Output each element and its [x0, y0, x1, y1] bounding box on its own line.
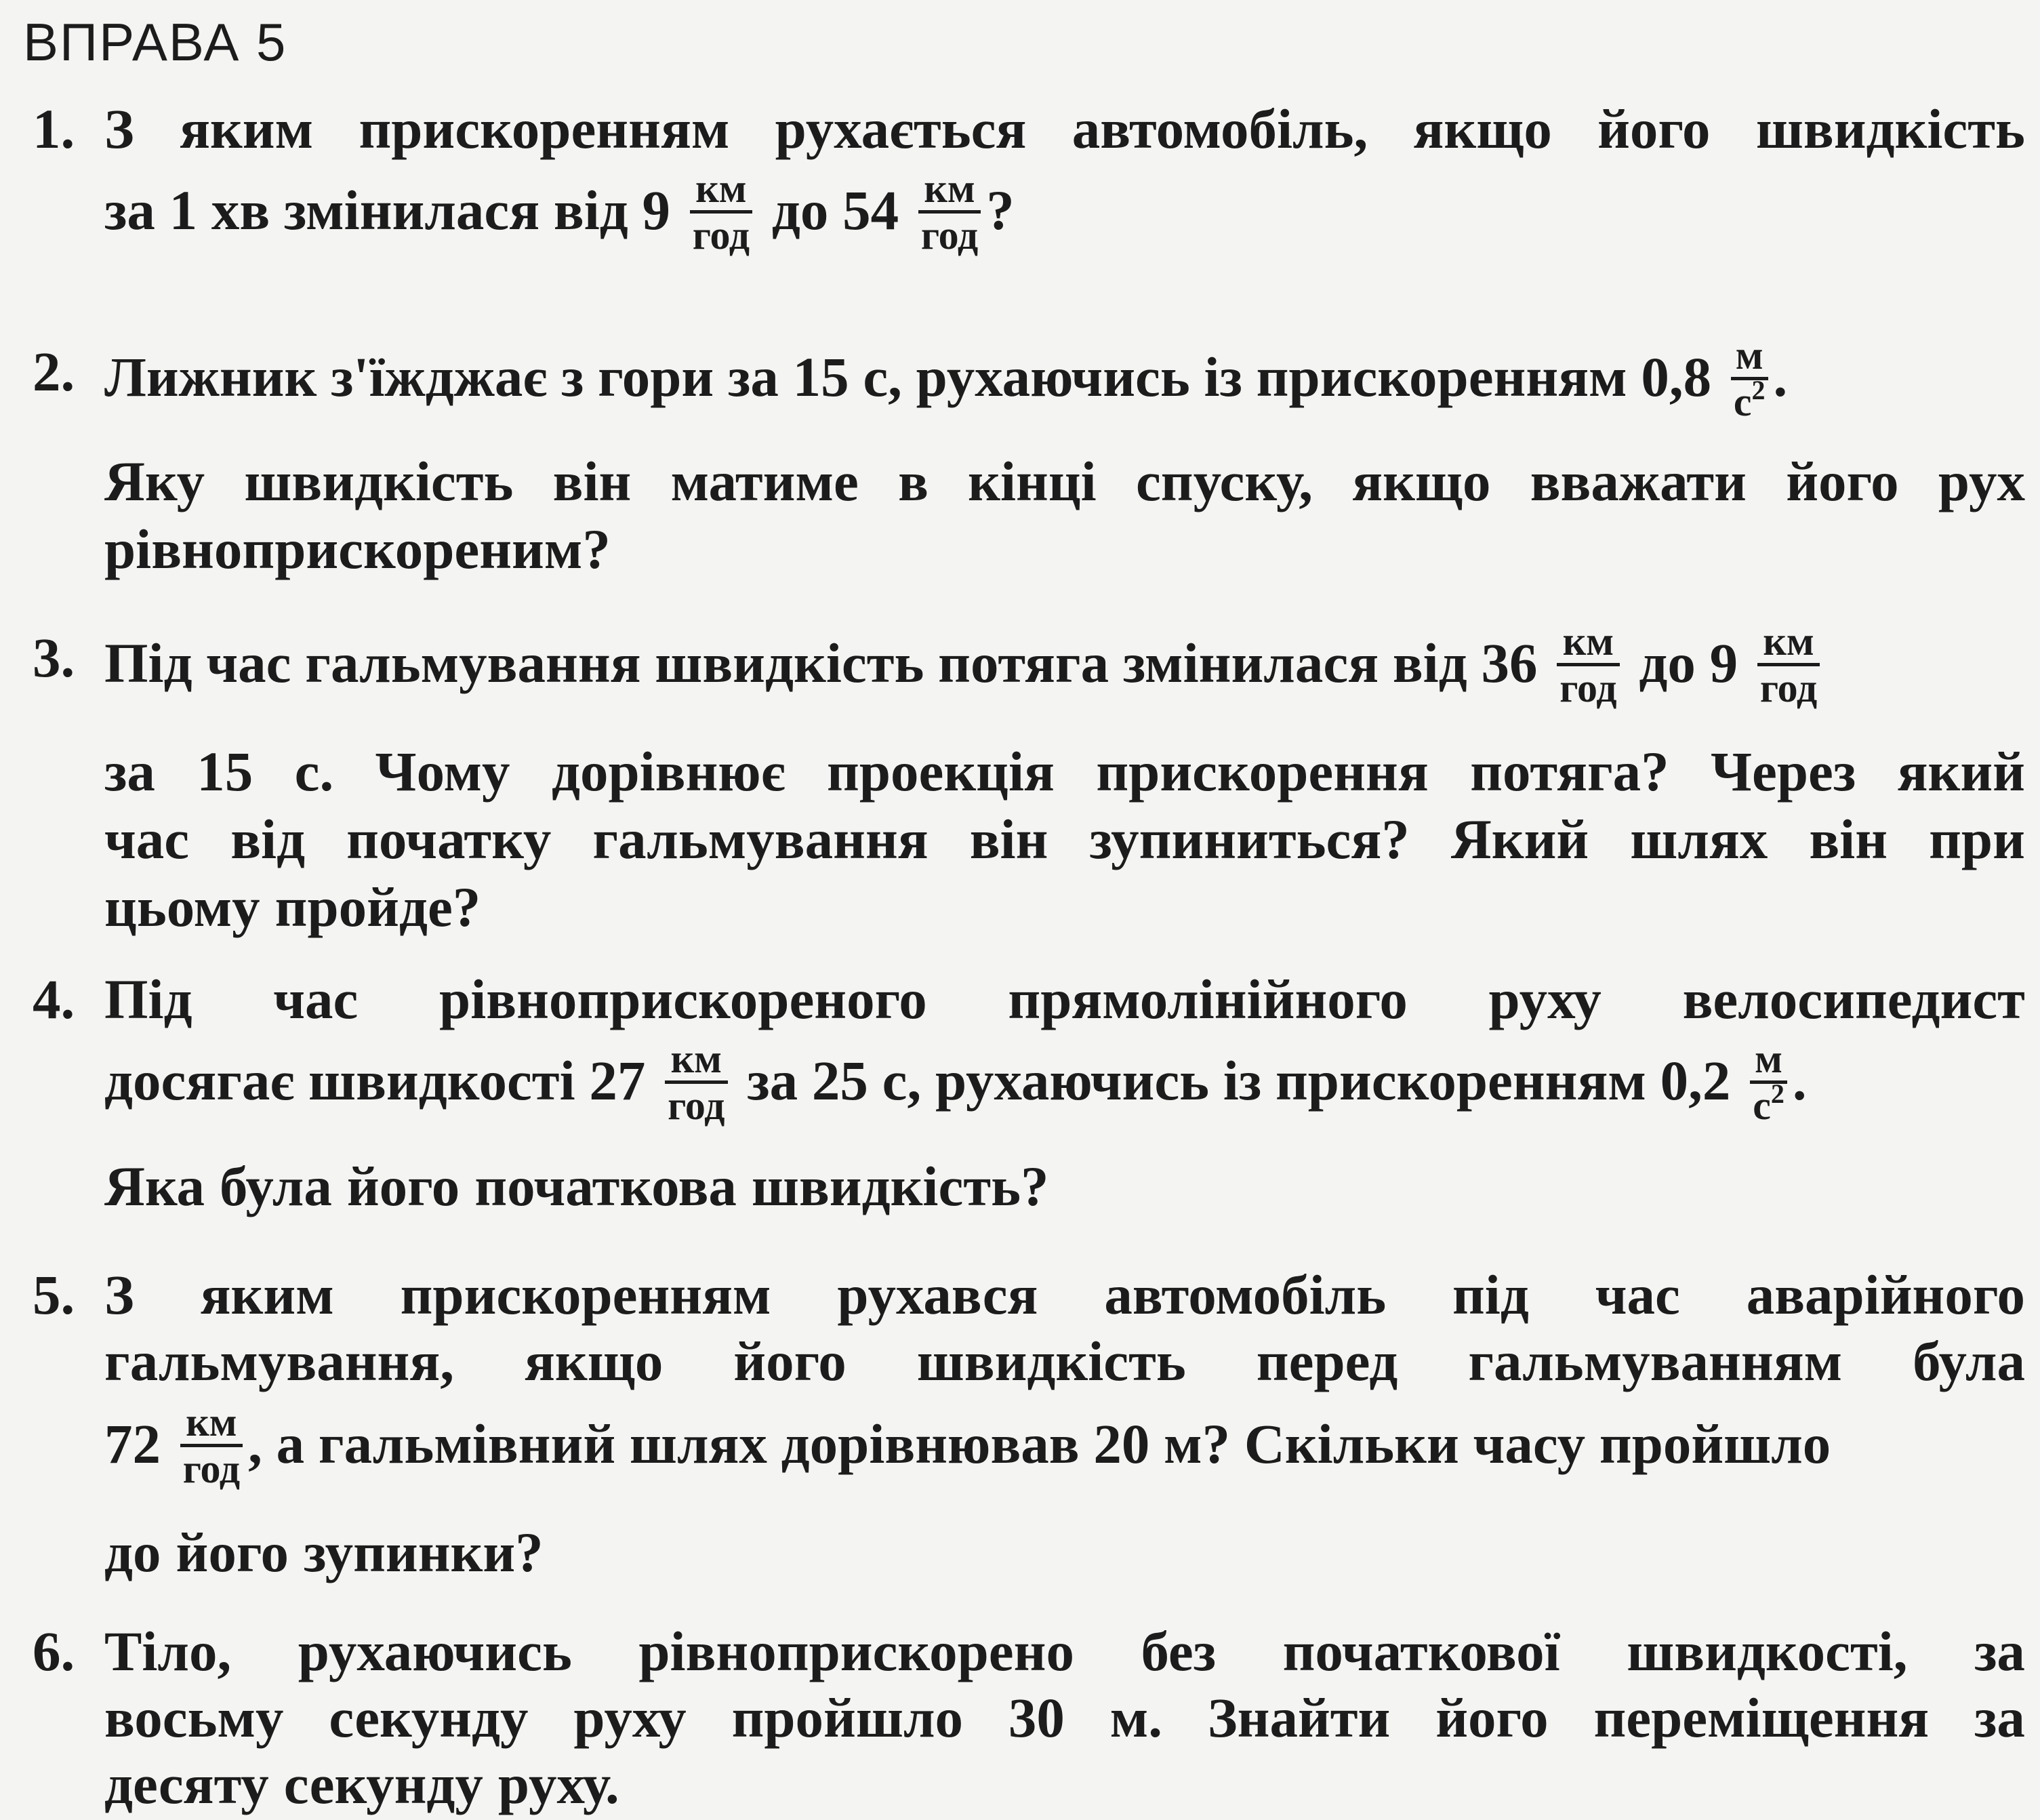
unit-fraction — [1757, 620, 1820, 710]
word: 30 — [1008, 1686, 1065, 1749]
word: автомобіль — [1104, 1263, 1387, 1326]
word: рухаючись — [298, 1620, 572, 1682]
word: початку — [346, 808, 552, 870]
word: прискоренням — [359, 98, 730, 160]
word: рухався — [837, 1263, 1038, 1326]
unit-second: с — [1733, 380, 1752, 424]
text-run: ? — [986, 178, 1015, 241]
fraction-denominator: год — [182, 1447, 241, 1491]
word: час — [104, 808, 190, 870]
word: час — [273, 968, 359, 1030]
exercise-line — [104, 515, 2025, 583]
word: переміщення — [1593, 1686, 1930, 1749]
unit-fraction — [665, 1037, 727, 1127]
exercise-number: 6. — [33, 1620, 75, 1682]
text-run: досягає швидкості 27 — [104, 1049, 646, 1112]
fraction-numerator: км — [690, 167, 752, 214]
word: була — [220, 1155, 332, 1217]
word: його — [1435, 1686, 1549, 1749]
word: він — [1809, 808, 1888, 870]
word: рівноприскореного — [439, 968, 927, 1030]
word: восьму — [104, 1686, 284, 1749]
unit-fraction — [1750, 1037, 1787, 1127]
word: яким — [200, 1263, 334, 1326]
word: швидкість? — [751, 1155, 1049, 1217]
fraction-denominator: год — [1559, 666, 1617, 710]
text-run: до 9 — [1639, 631, 1738, 694]
fraction-numerator: км — [180, 1400, 243, 1447]
fraction-denominator: год — [1759, 666, 1818, 710]
word: пройшло — [731, 1686, 964, 1749]
fraction-denominator — [1731, 375, 1768, 424]
word: дорівнює — [551, 740, 786, 803]
text-run: до 54 — [771, 178, 899, 241]
exercise-line — [104, 1036, 2025, 1128]
unit-fraction — [690, 167, 752, 257]
word: потяга? — [1470, 740, 1669, 803]
exercise-number: 5. — [33, 1263, 75, 1326]
text-run: Лижник з'їжджає з гори за 15 с, рухаючись із прискоренням 0,8 — [104, 345, 1712, 408]
word: якщо — [525, 1330, 664, 1392]
text-run: за 25 с, рухаючись із прискоренням 0,2 — [747, 1049, 1731, 1112]
word: гальмування — [592, 808, 929, 870]
word: за — [1974, 1620, 2025, 1682]
word: без — [1141, 1620, 1217, 1682]
exercise-number: 2. — [33, 340, 75, 403]
word: десяту — [104, 1753, 269, 1815]
word: прямолінійного — [1008, 968, 1408, 1030]
word: Який — [1450, 808, 1589, 870]
word: Знайти — [1207, 1686, 1391, 1749]
word: руху — [573, 1686, 687, 1749]
exercise-line — [104, 95, 2025, 163]
word: швидкість — [1755, 98, 2025, 160]
word: 15 — [197, 740, 253, 803]
word: руху. — [497, 1753, 619, 1815]
word: швидкість — [244, 450, 514, 512]
fraction-denominator — [1750, 1078, 1787, 1128]
word: його — [1786, 450, 1899, 512]
word: шлях — [1630, 808, 1768, 870]
word: Через — [1711, 740, 1856, 803]
unit-fraction — [1557, 620, 1619, 710]
page-heading: ВПРАВА 5 — [23, 12, 287, 72]
word: його — [1597, 98, 1711, 160]
word: Чому — [375, 740, 510, 803]
word: Яку — [104, 450, 205, 512]
word: секунду — [329, 1686, 529, 1749]
word: зупинки? — [303, 1521, 544, 1583]
word: велосипедист — [1682, 968, 2025, 1030]
word: за — [104, 740, 155, 803]
text-run: , а гальмівний шлях дорівнював 20 м? Скільки часу пройшло — [248, 1412, 1831, 1475]
word: який — [1897, 740, 2025, 803]
exercise-line — [104, 1684, 2025, 1752]
exercise-number: 1. — [33, 98, 75, 160]
word: за — [1974, 1686, 2025, 1749]
word: Яка — [104, 1155, 205, 1217]
exercise-line — [104, 1152, 2025, 1220]
word: рівноприскорено — [638, 1620, 1074, 1682]
fraction-numerator: км — [918, 167, 981, 214]
word: час — [1595, 1263, 1680, 1326]
fraction-denominator: год — [692, 213, 750, 258]
word: руху — [1488, 968, 1602, 1030]
exercise-line — [104, 1617, 2025, 1685]
word: була — [1913, 1330, 2025, 1392]
word: перед — [1256, 1330, 1398, 1392]
exercise-line — [104, 333, 2025, 424]
word: рухається — [775, 98, 1027, 160]
exponent: 2 — [1770, 1078, 1784, 1109]
word: швидкості, — [1627, 1620, 1908, 1682]
fraction-numerator: м — [1731, 333, 1768, 380]
exercise-line — [104, 1750, 2025, 1818]
word: яким — [180, 98, 314, 160]
word: під — [1452, 1263, 1529, 1326]
word: пройде? — [274, 876, 481, 938]
fraction-denominator: год — [668, 1083, 725, 1128]
word: прискорення — [1096, 740, 1429, 803]
word: при — [1929, 808, 2025, 870]
exponent: 2 — [1751, 375, 1766, 405]
word: Тіло, — [104, 1620, 232, 1682]
word: З — [104, 98, 134, 160]
exercise-line — [104, 447, 2025, 515]
word: с. — [294, 740, 334, 803]
word: його — [176, 1521, 289, 1583]
word: рух — [1938, 450, 2025, 512]
exercise-line — [104, 1327, 2025, 1395]
word: від — [230, 808, 306, 870]
exercise-line — [104, 737, 2025, 805]
word: секунду — [283, 1753, 483, 1815]
text-run: Під час гальмування швидкість потяга змінилася від 36 — [104, 631, 1538, 694]
unit-second: с — [1753, 1083, 1771, 1128]
exercise-line — [104, 965, 2025, 1033]
exercise-line — [104, 1400, 2025, 1491]
word: якщо — [1352, 450, 1491, 512]
text-run: . — [1773, 345, 1788, 408]
word: проекція — [827, 740, 1055, 803]
word: м. — [1109, 1686, 1162, 1749]
unit-fraction — [918, 167, 981, 257]
text-run: 72 — [104, 1412, 161, 1475]
word: вважати — [1530, 450, 1747, 512]
word: прискоренням — [400, 1263, 771, 1326]
word: його — [346, 1155, 460, 1217]
exercise-line — [104, 805, 2025, 873]
exercise-line — [104, 619, 2025, 710]
word: гальмування, — [104, 1330, 455, 1392]
fraction-denominator: год — [920, 213, 979, 258]
fraction-numerator: км — [665, 1037, 727, 1084]
word: зупиниться? — [1089, 808, 1410, 870]
word: матиме — [670, 450, 859, 512]
text-run: . — [1792, 1049, 1807, 1112]
word: в — [898, 450, 929, 512]
word: початкова — [474, 1155, 737, 1217]
exercise-number: 3. — [33, 626, 75, 689]
word: початкової — [1282, 1620, 1560, 1682]
word: кінці — [968, 450, 1097, 512]
word: цьому — [104, 876, 260, 938]
fraction-numerator: км — [1557, 620, 1619, 666]
word: він — [969, 808, 1048, 870]
word: гальмуванням — [1468, 1330, 1843, 1392]
unit-fraction — [180, 1400, 243, 1491]
exercise-line — [104, 166, 2025, 258]
fraction-numerator: м — [1750, 1037, 1787, 1084]
word: рівноприскореним? — [104, 518, 611, 580]
word: швидкість — [916, 1330, 1186, 1392]
word: його — [733, 1330, 846, 1392]
exercise-line — [104, 1518, 2025, 1586]
text-run: за 1 хв змінилася від 9 — [104, 178, 671, 241]
exercise-line — [104, 873, 2025, 941]
word: Під — [104, 968, 192, 1030]
unit-fraction — [1731, 333, 1768, 424]
word: З — [104, 1263, 134, 1326]
word: до — [104, 1521, 161, 1583]
word: він — [552, 450, 632, 512]
word: якщо — [1413, 98, 1552, 160]
exercise-line — [104, 1261, 2025, 1329]
exercise-number: 4. — [33, 968, 75, 1030]
fraction-numerator: км — [1757, 620, 1820, 666]
word: аварійного — [1746, 1263, 2025, 1326]
word: автомобіль, — [1072, 98, 1368, 160]
word: спуску, — [1135, 450, 1313, 512]
